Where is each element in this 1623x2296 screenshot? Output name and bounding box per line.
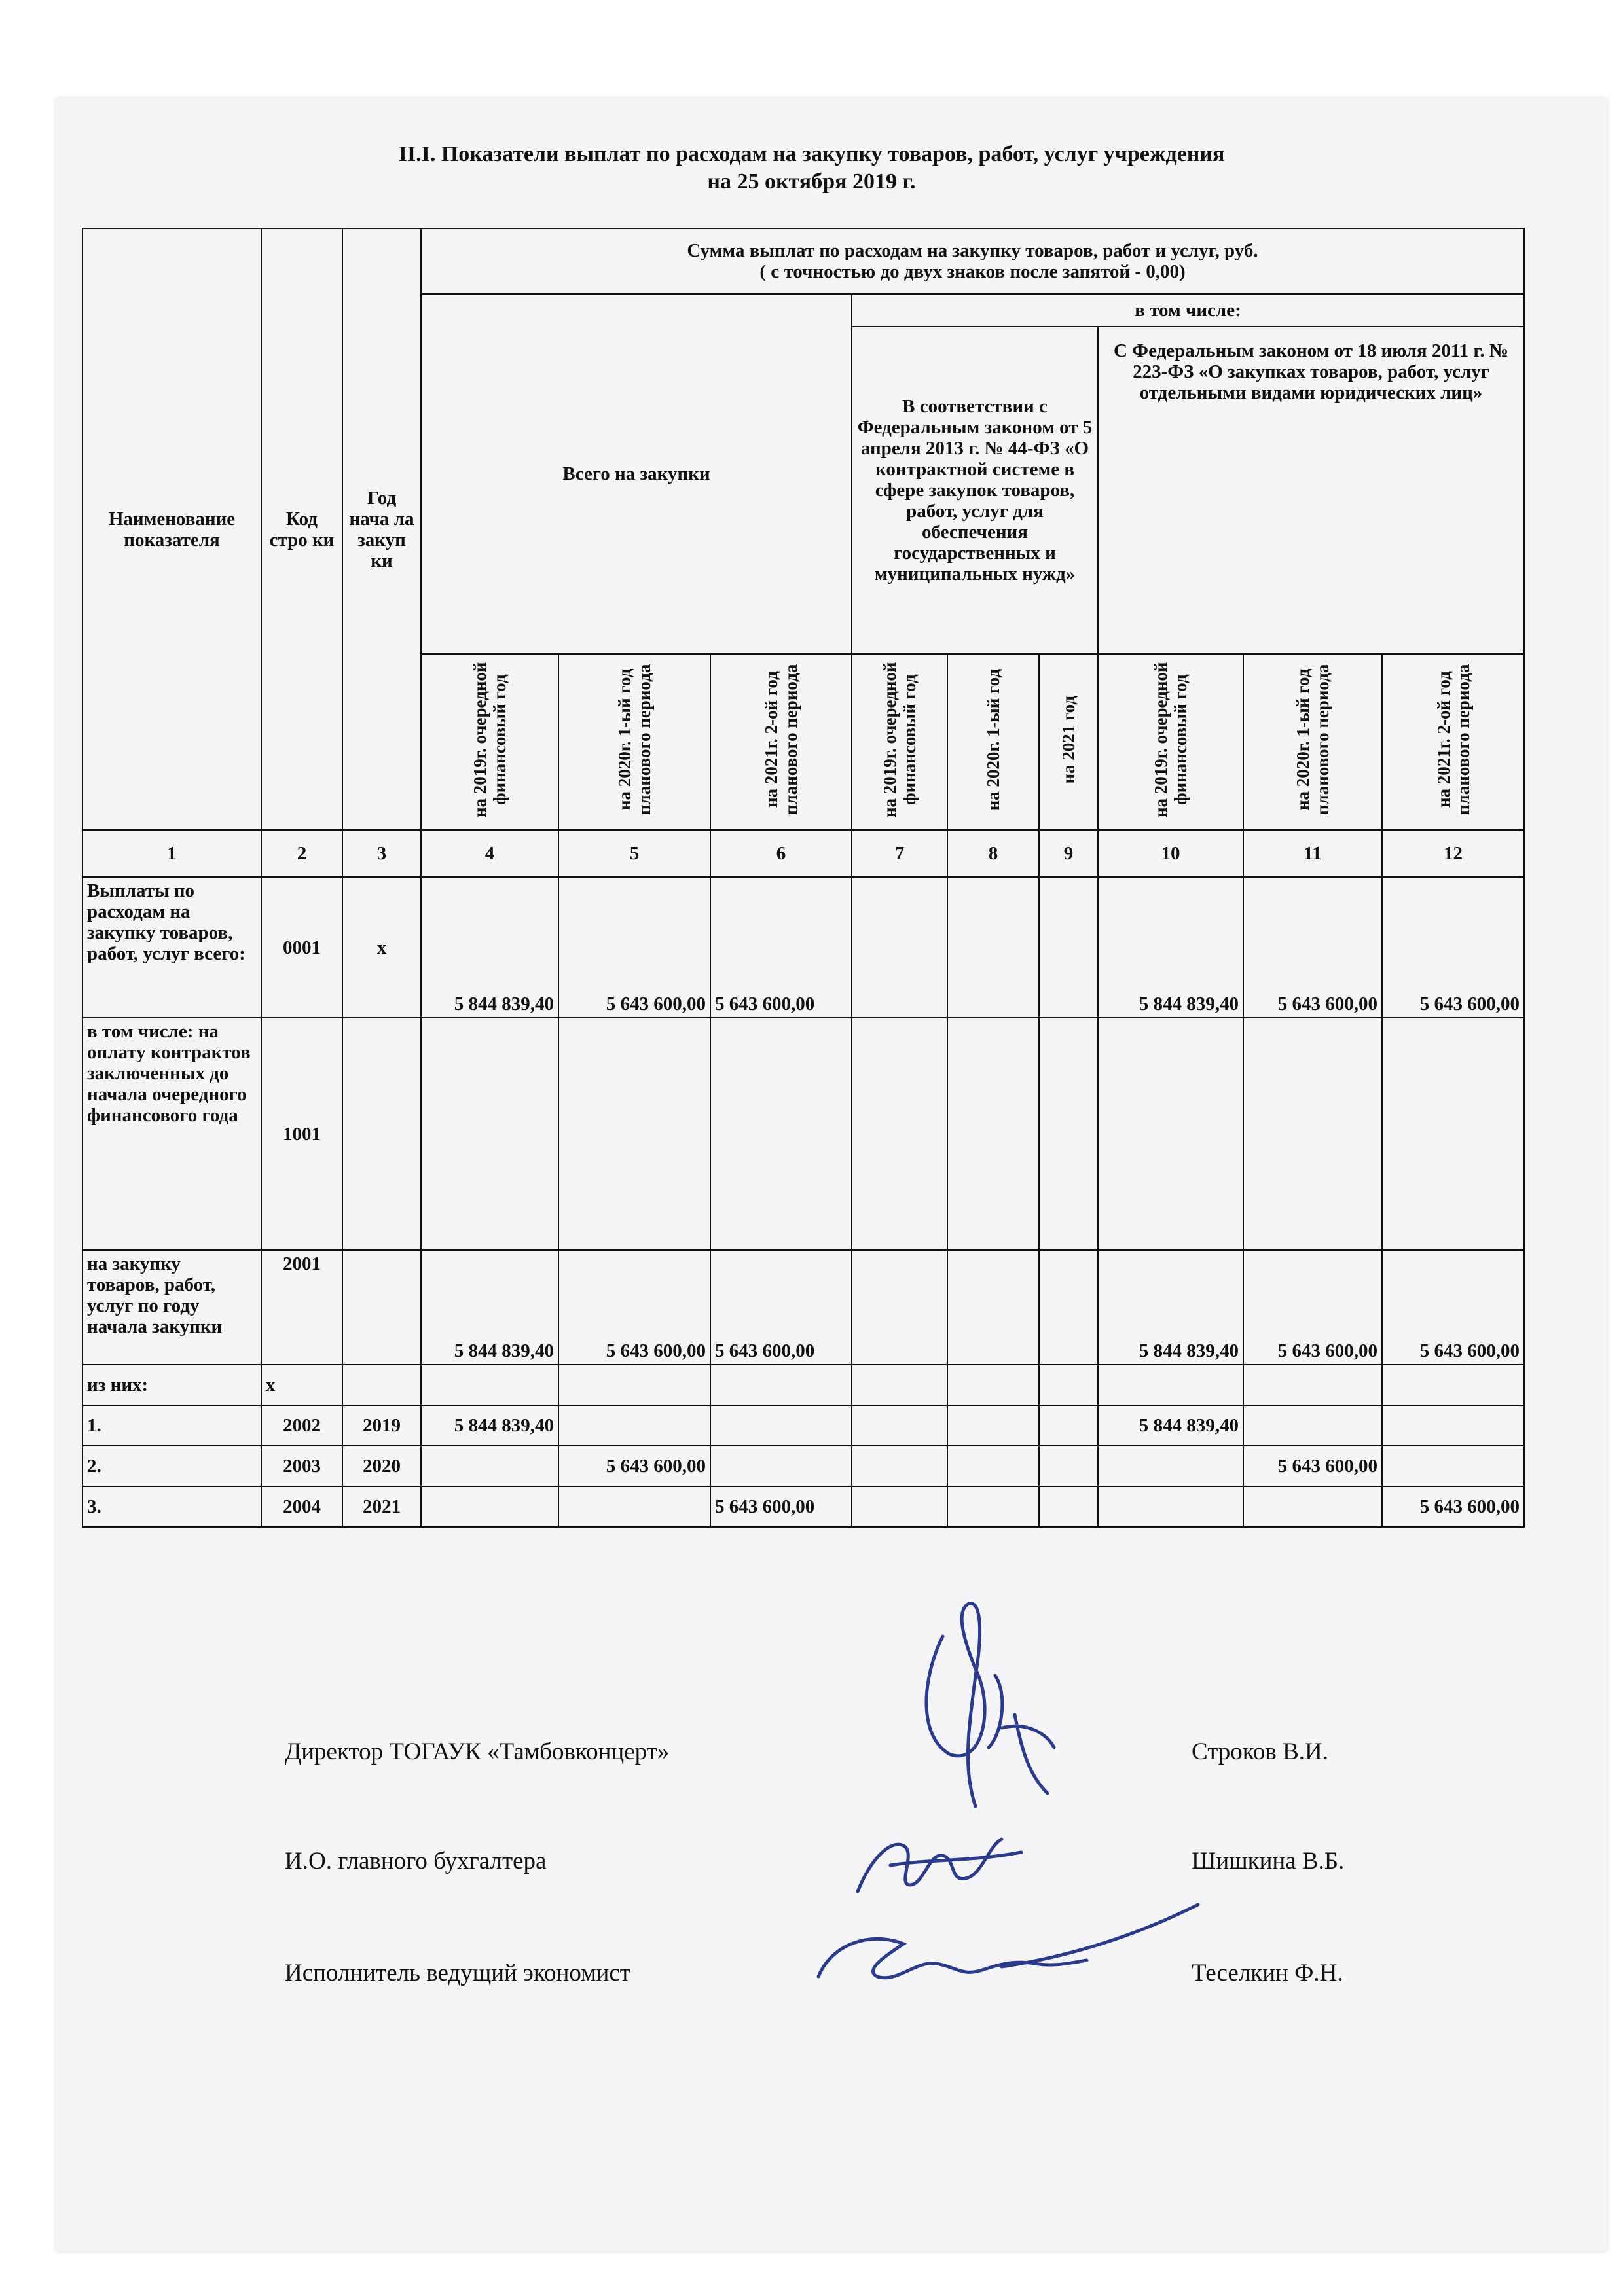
cell-c12: 5 643 600,00 — [1382, 877, 1524, 1018]
subheader-col4: на 2019г. очередной финансовый год — [421, 654, 558, 830]
subheader-col7: на 2019г. очередной финансовый год — [852, 654, 947, 830]
subheader-col9: на 2021 год — [1039, 654, 1098, 830]
cell-c10 — [1098, 1018, 1243, 1250]
row-code: x — [261, 1365, 342, 1405]
row-name: на закупку товаров, работ, услуг по году начала закупки — [82, 1250, 261, 1365]
colnum: 9 — [1039, 830, 1098, 877]
cell-c9 — [1039, 1365, 1098, 1405]
cell-c6: 5 643 600,00 — [710, 877, 852, 1018]
row-name: в том числе: на оплату контрактов заключенных до начала очередного финансового года — [82, 1018, 261, 1250]
cell-c8 — [947, 1486, 1039, 1527]
cell-c11: 5 643 600,00 — [1243, 1250, 1382, 1365]
colnum: 2 — [261, 830, 342, 877]
cell-c11 — [1243, 1018, 1382, 1250]
cell-c6 — [710, 1365, 852, 1405]
colnum: 7 — [852, 830, 947, 877]
cell-c4 — [421, 1018, 558, 1250]
cell-c4 — [421, 1486, 558, 1527]
column-numbers-row — [82, 830, 1524, 877]
header-fz223: С Федеральным законом от 18 июля 2011 г. № 223-ФЗ «О закупках товаров, работ, услуг отдельными видами юридических лиц» — [1098, 327, 1524, 654]
subheader-col6: на 2021г. 2-ой год планового периода — [710, 654, 852, 830]
cell-c5: 5 643 600,00 — [558, 877, 710, 1018]
executor-name: Теселкин Ф.Н. — [1192, 1960, 1343, 1986]
accountant-signature — [851, 1820, 1034, 1905]
row-year: 2019 — [342, 1405, 421, 1446]
cell-c4: 5 844 839,40 — [421, 877, 558, 1018]
cell-c5: 5 643 600,00 — [558, 1446, 710, 1486]
colnum: 4 — [421, 830, 558, 877]
cell-c5 — [558, 1365, 710, 1405]
cell-c9 — [1039, 1446, 1098, 1486]
row-code: 2003 — [261, 1446, 342, 1486]
director-name: Строков В.И. — [1192, 1738, 1329, 1765]
colnum: 5 — [558, 830, 710, 877]
cell-c9 — [1039, 1018, 1098, 1250]
cell-c5 — [558, 1018, 710, 1250]
title-line-2: на 25 октября 2019 г. — [707, 170, 916, 194]
table-row — [82, 1446, 1524, 1486]
row-code: 0001 — [261, 877, 342, 1018]
executor-title: Исполнитель ведущий экономист — [285, 1960, 630, 1986]
cell-c6: 5 643 600,00 — [710, 1250, 852, 1365]
row-name: из них: — [82, 1365, 261, 1405]
cell-c12 — [1382, 1446, 1524, 1486]
colnum: 6 — [710, 830, 852, 877]
cell-c8 — [947, 1405, 1039, 1446]
row-code: 2004 — [261, 1486, 342, 1527]
cell-c10 — [1098, 1446, 1243, 1486]
header-code: Код стро ки — [261, 228, 342, 830]
cell-c7 — [852, 1486, 947, 1527]
cell-c12 — [1382, 1405, 1524, 1446]
table-row — [82, 1365, 1524, 1405]
cell-c4: 5 844 839,40 — [421, 1250, 558, 1365]
cell-c5: 5 643 600,00 — [558, 1250, 710, 1365]
row-year — [342, 1365, 421, 1405]
payments-table — [82, 228, 1525, 1528]
document-title — [0, 141, 1623, 196]
cell-c7 — [852, 1446, 947, 1486]
header-including: в том числе: — [852, 294, 1524, 327]
row-year: 2020 — [342, 1446, 421, 1486]
colnum: 11 — [1243, 830, 1382, 877]
cell-c12 — [1382, 1365, 1524, 1405]
accountant-title: И.О. главного бухгалтера — [285, 1848, 547, 1874]
subheader-col12: на 2021г. 2-ой год планового периода — [1382, 654, 1524, 830]
cell-c12: 5 643 600,00 — [1382, 1250, 1524, 1365]
cell-c8 — [947, 877, 1039, 1018]
colnum: 12 — [1382, 830, 1524, 877]
subheader-col11: на 2020г. 1-ый год планового периода — [1243, 654, 1382, 830]
cell-c7 — [852, 1250, 947, 1365]
colnum: 1 — [82, 830, 261, 877]
row-year — [342, 1250, 421, 1365]
row-code: 2002 — [261, 1405, 342, 1446]
cell-c11 — [1243, 1365, 1382, 1405]
header-year: Год нача ла закуп ки — [342, 228, 421, 830]
cell-c9 — [1039, 1250, 1098, 1365]
title-line-1: II.I. Показатели выплат по расходам на закупку товаров, работ, услуг учреждения — [398, 142, 1225, 166]
cell-c9 — [1039, 877, 1098, 1018]
accountant-name: Шишкина В.Б. — [1192, 1848, 1345, 1874]
row-year: 2021 — [342, 1486, 421, 1527]
cell-c4 — [421, 1446, 558, 1486]
cell-c6 — [710, 1018, 852, 1250]
cell-c11: 5 643 600,00 — [1243, 1446, 1382, 1486]
cell-c11 — [1243, 1405, 1382, 1446]
table-row — [82, 877, 1524, 1018]
cell-c10 — [1098, 1486, 1243, 1527]
header-name: Наименование показателя — [82, 228, 261, 830]
cell-c8 — [947, 1018, 1039, 1250]
row-name: 3. — [82, 1486, 261, 1527]
cell-c11 — [1243, 1486, 1382, 1527]
cell-c5 — [558, 1486, 710, 1527]
cell-c4 — [421, 1365, 558, 1405]
cell-c4: 5 844 839,40 — [421, 1405, 558, 1446]
table-row — [82, 1486, 1524, 1527]
cell-c6 — [710, 1446, 852, 1486]
header-sum: Сумма выплат по расходам на закупку товаров, работ и услуг, руб. ( с точностью до двух знаков после запятой - 0,00) — [421, 228, 1524, 294]
row-year: x — [342, 877, 421, 1018]
colnum: 8 — [947, 830, 1039, 877]
cell-c12: 5 643 600,00 — [1382, 1486, 1524, 1527]
cell-c8 — [947, 1446, 1039, 1486]
director-title: Директор ТОГАУК «Тамбовконцерт» — [285, 1738, 670, 1765]
table-row — [82, 1018, 1524, 1250]
cell-c6 — [710, 1405, 852, 1446]
table-row — [82, 1250, 1524, 1365]
director-signature — [897, 1597, 1067, 1820]
cell-c11: 5 643 600,00 — [1243, 877, 1382, 1018]
row-name: Выплаты по расходам на закупку товаров, работ, услуг всего: — [82, 877, 261, 1018]
cell-c9 — [1039, 1486, 1098, 1527]
cell-c5 — [558, 1405, 710, 1446]
subheader-col8: на 2020г. 1-ый год — [947, 654, 1039, 830]
cell-c10: 5 844 839,40 — [1098, 1250, 1243, 1365]
row-code: 1001 — [261, 1018, 342, 1250]
cell-c10 — [1098, 1365, 1243, 1405]
cell-c8 — [947, 1250, 1039, 1365]
cell-c6: 5 643 600,00 — [710, 1486, 852, 1527]
colnum: 3 — [342, 830, 421, 877]
header-fz44: В соответствии с Федеральным законом от 5 апреля 2013 г. № 44-ФЗ «О контрактной системе в сфере закупок товаров, работ, услуг для обеспечения государственных и муниципальных нужд» — [852, 327, 1098, 654]
cell-c10: 5 844 839,40 — [1098, 877, 1243, 1018]
row-name: 2. — [82, 1446, 261, 1486]
cell-c12 — [1382, 1018, 1524, 1250]
header-total: Всего на закупки — [421, 294, 852, 654]
subheader-col10: на 2019г. очередной финансовый год — [1098, 654, 1243, 830]
cell-c10: 5 844 839,40 — [1098, 1405, 1243, 1446]
cell-c7 — [852, 1018, 947, 1250]
cell-c8 — [947, 1365, 1039, 1405]
colnum: 10 — [1098, 830, 1243, 877]
cell-c7 — [852, 877, 947, 1018]
cell-c7 — [852, 1405, 947, 1446]
executor-signature — [805, 1898, 1211, 1996]
subheader-col5: на 2020г. 1-ый год планового периода — [558, 654, 710, 830]
row-name: 1. — [82, 1405, 261, 1446]
cell-c7 — [852, 1365, 947, 1405]
cell-c9 — [1039, 1405, 1098, 1446]
row-year — [342, 1018, 421, 1250]
table-row — [82, 1405, 1524, 1446]
row-code: 2001 — [261, 1250, 342, 1365]
